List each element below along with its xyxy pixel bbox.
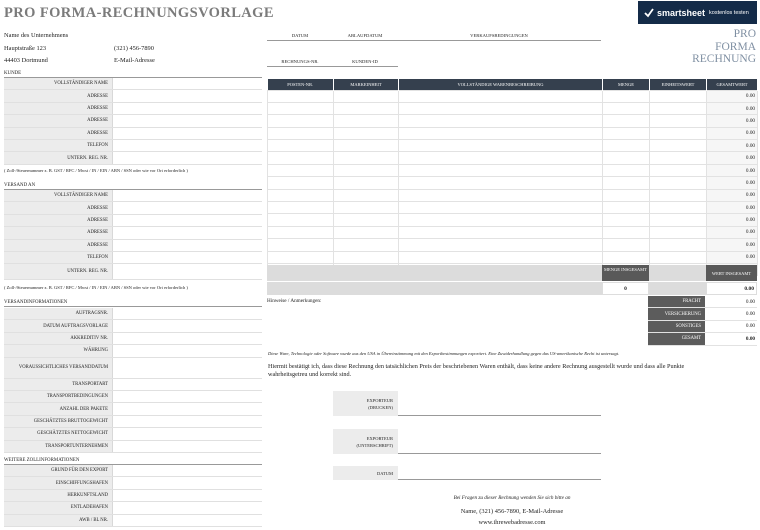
item-cell[interactable] [268, 152, 334, 164]
exporter-print-field[interactable] [333, 391, 601, 416]
customs-row[interactable]: ENTLADEHAFEN [4, 502, 262, 514]
date-header: DATUM [291, 33, 309, 38]
item-cell[interactable] [399, 202, 603, 214]
item-cell[interactable] [650, 90, 707, 102]
table-row [268, 226, 758, 238]
item-cell[interactable] [603, 251, 650, 263]
items-table [267, 79, 758, 276]
item-cell[interactable] [603, 202, 650, 214]
item-cell[interactable] [334, 202, 399, 214]
customer-row[interactable]: TELEFON [4, 140, 262, 152]
item-cell[interactable] [650, 177, 707, 189]
item-cell[interactable] [399, 226, 603, 238]
table-row [268, 189, 758, 201]
proforma-word-3: RECHNUNG [692, 53, 756, 65]
item-cell[interactable] [603, 214, 650, 226]
shipping-row[interactable]: WÄHRUNG [4, 345, 262, 357]
signature-date-field[interactable] [333, 466, 601, 480]
shipping-row[interactable]: TRANSPORTUNTERNEHMEN [4, 441, 262, 453]
col-item-no: POSTEN-NR. [268, 79, 334, 90]
company-phone: (321) 456-7890 [114, 45, 154, 52]
shipping-row[interactable]: GESCHÄTZTES BRUTTOGEWICHT [4, 416, 262, 428]
total-value-amount[interactable]: 0.00 [706, 282, 757, 295]
item-cell[interactable] [650, 251, 707, 263]
proforma-word-1: PRO [733, 28, 756, 40]
logo-name: smartsheet [657, 7, 706, 18]
exporter-print-label: EXPORTEUR [366, 397, 393, 403]
invoice-no-header: RECHNUNGS-NR. [281, 59, 319, 64]
item-cell[interactable] [603, 164, 650, 176]
customs-row[interactable]: GRUND FÜR DEN EXPORT [4, 465, 262, 477]
smartsheet-logo-button[interactable] [638, 1, 757, 24]
table-row [268, 102, 758, 114]
ship-to-row[interactable]: ADRESSE [4, 227, 262, 239]
customer-row[interactable]: ADRESSE [4, 90, 262, 102]
item-cell[interactable] [399, 115, 603, 127]
customer-row[interactable]: ADRESSE [4, 115, 262, 127]
item-cell[interactable] [650, 239, 707, 251]
item-cell[interactable] [603, 152, 650, 164]
document-title: PRO FORMA-RECHNUNGSVORLAGE [4, 5, 274, 21]
item-cell[interactable] [399, 164, 603, 176]
item-cell[interactable] [334, 90, 399, 102]
item-cell[interactable] [334, 251, 399, 263]
row-total[interactable]: 0.00 [707, 251, 758, 263]
table-row [268, 202, 758, 214]
item-cell[interactable] [650, 214, 707, 226]
exporter-sign-label: EXPORTEUR [366, 435, 393, 441]
customer-heading: KUNDE [4, 71, 22, 76]
item-cell[interactable] [399, 239, 603, 251]
item-cell[interactable] [334, 140, 399, 152]
sign-sublabel: (UNTERSCHRIFT) [356, 442, 393, 448]
item-cell[interactable] [650, 226, 707, 238]
item-cell[interactable] [334, 164, 399, 176]
total-qty-value[interactable]: 0 [602, 282, 649, 295]
item-cell[interactable] [268, 102, 334, 114]
item-cell[interactable] [334, 226, 399, 238]
col-unit-value: EINHEITSWERT [650, 79, 707, 90]
shipping-row[interactable]: AUFTRAGSNR. [4, 308, 262, 320]
row-total[interactable]: 0.00 [707, 177, 758, 189]
fee-total: GESAMT 0.00 [648, 333, 757, 345]
item-cell[interactable] [334, 239, 399, 251]
item-cell[interactable] [334, 115, 399, 127]
shipping-row[interactable]: ANZAHL DER PAKETE [4, 403, 262, 415]
item-cell[interactable] [268, 214, 334, 226]
item-cell[interactable] [603, 140, 650, 152]
col-quantity: MENGE [603, 79, 650, 90]
customs-row[interactable]: EINSCHIFFUNGSHAFEN [4, 477, 262, 489]
logo-subtext: kostenlos testen [709, 9, 749, 16]
proforma-heading [692, 28, 756, 66]
total-qty-label: MENGE INSGESAMT [602, 265, 649, 281]
company-city: 44403 Dortmund [4, 57, 48, 64]
item-cell[interactable] [650, 189, 707, 201]
item-cell[interactable] [650, 140, 707, 152]
item-cell[interactable] [268, 251, 334, 263]
customer-row[interactable]: VOLLSTÄNDIGER NAME [4, 78, 262, 90]
item-cell[interactable] [334, 214, 399, 226]
signature-date-label: DATUM [333, 466, 398, 480]
item-cell[interactable] [399, 127, 603, 139]
item-cell[interactable] [650, 152, 707, 164]
row-total[interactable]: 0.00 [707, 239, 758, 251]
ship-to-heading: VERSAND AN [4, 183, 36, 188]
col-total-value: GESAMTWERT [707, 79, 758, 90]
shipping-row[interactable]: VORAUSSICHTLICHES VERSANDDATUM [4, 358, 262, 379]
ship-to-row[interactable]: VOLLSTÄNDIGER NAME [4, 190, 262, 202]
contact-website[interactable]: www.ihrewebadresse.com [478, 519, 546, 526]
item-cell[interactable] [603, 239, 650, 251]
item-cell[interactable] [603, 189, 650, 201]
company-email: E-Mail-Adresse [114, 57, 155, 64]
item-cell[interactable] [268, 90, 334, 102]
table-row [268, 177, 758, 189]
item-cell[interactable] [268, 202, 334, 214]
fee-freight: FRACHT 0.00 [648, 296, 757, 308]
item-cell[interactable] [268, 115, 334, 127]
row-total[interactable]: 0.00 [707, 152, 758, 164]
item-cell[interactable] [268, 164, 334, 176]
contact-line: Name, (321) 456-7890, E-Mail-Adresse [460, 508, 564, 515]
item-cell[interactable] [399, 189, 603, 201]
item-cell[interactable] [334, 177, 399, 189]
item-cell[interactable] [650, 202, 707, 214]
shipping-row[interactable]: AKKREDITIV NR. [4, 333, 262, 345]
row-total[interactable]: 0.00 [707, 189, 758, 201]
item-cell[interactable] [268, 140, 334, 152]
row-total[interactable]: 0.00 [707, 226, 758, 238]
item-cell[interactable] [603, 226, 650, 238]
total-value-label: WERT INSGESAMT [706, 265, 757, 281]
row-total[interactable]: 0.00 [707, 202, 758, 214]
shipping-info-heading: VERSANDINFORMATIONEN [4, 300, 68, 305]
exporter-sign-field[interactable] [333, 429, 601, 454]
row-total[interactable]: 0.00 [707, 127, 758, 139]
table-row [268, 140, 758, 152]
item-cell[interactable] [603, 90, 650, 102]
contact-question: Bei Fragen zu dieser Rechnung wenden Sie sich bitte an [453, 495, 571, 501]
customer-id-header: KUNDEN-ID [352, 59, 378, 64]
shipping-row[interactable]: DATUM AUFTRAGSVORLAGE [4, 320, 262, 332]
item-cell[interactable] [650, 127, 707, 139]
item-cell[interactable] [334, 127, 399, 139]
customs-info-heading: WEITERE ZOLLINFORMATIONEN [4, 458, 80, 463]
item-cell[interactable] [268, 226, 334, 238]
ship-to-row[interactable]: UNTERN. REG. NR. [4, 264, 262, 280]
fees-block [648, 296, 757, 346]
customer-fields [4, 78, 262, 165]
ship-to-row[interactable]: TELEFON [4, 252, 262, 264]
ship-to-row[interactable]: ADRESSE [4, 202, 262, 214]
row-total[interactable]: 0.00 [707, 115, 758, 127]
customer-row[interactable]: ADRESSE [4, 128, 262, 140]
customs-row[interactable]: HERKUNFTSLAND [4, 490, 262, 502]
item-cell[interactable] [268, 189, 334, 201]
proforma-word-2: FORMA [715, 40, 756, 53]
customer-tax-note: ( Zoll-/Steuernummer z. B. GST / RFC / Mwst / IN / EIN / ABN / SSN oder wie vor Ort erforderlich ) [4, 168, 188, 173]
table-row [268, 127, 758, 139]
table-row [268, 251, 758, 263]
col-unit: MARKEINHEIT [334, 79, 399, 90]
smartsheet-check-icon [644, 8, 654, 18]
print-sublabel: (DRUCKEN) [368, 404, 393, 410]
ship-to-row[interactable]: ADRESSE [4, 215, 262, 227]
item-cell[interactable] [399, 90, 603, 102]
company-name: Name des Unternehmens [4, 32, 69, 39]
item-cell[interactable] [399, 251, 603, 263]
terms-header: VERKAUFSBEDINGUNGEN [470, 33, 528, 38]
table-row [268, 239, 758, 251]
fee-other: SONSTIGES 0.00 [648, 321, 757, 333]
item-cell[interactable] [603, 127, 650, 139]
item-cell[interactable] [399, 102, 603, 114]
item-cell[interactable] [603, 102, 650, 114]
summary-values [267, 282, 757, 295]
table-row [268, 152, 758, 164]
certification-line-2: wahrheitsgetreu und korrekt sind. [268, 371, 352, 378]
shipping-row[interactable]: GESCHÄTZTES NETTOGEWICHT [4, 428, 262, 440]
row-total[interactable]: 0.00 [707, 164, 758, 176]
item-cell[interactable] [268, 239, 334, 251]
row-total[interactable]: 0.00 [707, 90, 758, 102]
shipping-row[interactable]: TRANSPORTBEDINGUNGEN [4, 391, 262, 403]
table-row [268, 214, 758, 226]
table-row [268, 90, 758, 102]
table-row [268, 164, 758, 176]
item-cell[interactable] [399, 140, 603, 152]
item-cell[interactable] [268, 177, 334, 189]
row-total[interactable]: 0.00 [707, 214, 758, 226]
customs-info-fields [4, 465, 262, 527]
item-cell[interactable] [650, 164, 707, 176]
item-cell[interactable] [334, 189, 399, 201]
item-cell[interactable] [399, 152, 603, 164]
col-description: VOLLSTÄNDIGE WARENBESCHREIBUNG [399, 79, 603, 90]
shipping-info-fields [4, 308, 262, 453]
item-cell[interactable] [650, 115, 707, 127]
company-street: Hauptstraße 123 [4, 45, 47, 52]
shipping-row[interactable]: TRANSPORTART [4, 379, 262, 391]
remarks-area[interactable] [267, 305, 647, 345]
ship-to-tax-note: ( Zoll-/Steuernummer z. B. GST / RFC / Mwst / IN / EIN / ABN / SSN oder wie vor Ort erforderlich ) [4, 285, 188, 290]
item-cell[interactable] [334, 152, 399, 164]
item-cell[interactable] [399, 177, 603, 189]
export-note: Diese Ware, Technologie oder Software wurde aus den USA in Übereinstimmung mit den Exportbestimmungen exportiert. Eine Zuwiderhandlung gegen das US-amerikanische Recht ist untersagt. [268, 351, 620, 356]
ship-to-fields [4, 190, 262, 280]
summary-row [267, 265, 757, 281]
item-cell[interactable] [603, 177, 650, 189]
ship-to-row[interactable]: ADRESSE [4, 240, 262, 252]
certification-line-1: Hiermit bestätigt ich, dass diese Rechnung den tatsächlichen Preis der beschriebenen Waren enthält, dass keine andere Rechnung ausgestellt wurde und dass alle Punkte [268, 363, 685, 370]
remarks-label: Hinweise / Anmerkungen: [267, 298, 322, 304]
item-cell[interactable] [399, 214, 603, 226]
customs-row[interactable]: AWB / BL NR. [4, 515, 262, 527]
table-row [268, 115, 758, 127]
item-cell[interactable] [650, 102, 707, 114]
customer-row[interactable]: ADRESSE [4, 103, 262, 115]
item-cell[interactable] [334, 102, 399, 114]
fee-insurance: VERSICHERUNG 0.00 [648, 308, 757, 320]
row-total[interactable]: 0.00 [707, 102, 758, 114]
item-cell[interactable] [268, 127, 334, 139]
row-total[interactable]: 0.00 [707, 140, 758, 152]
customer-row[interactable]: UNTERN. REG. NR. [4, 152, 262, 164]
item-cell[interactable] [603, 115, 650, 127]
expiry-header: ABLAUFDATUM [347, 33, 383, 38]
